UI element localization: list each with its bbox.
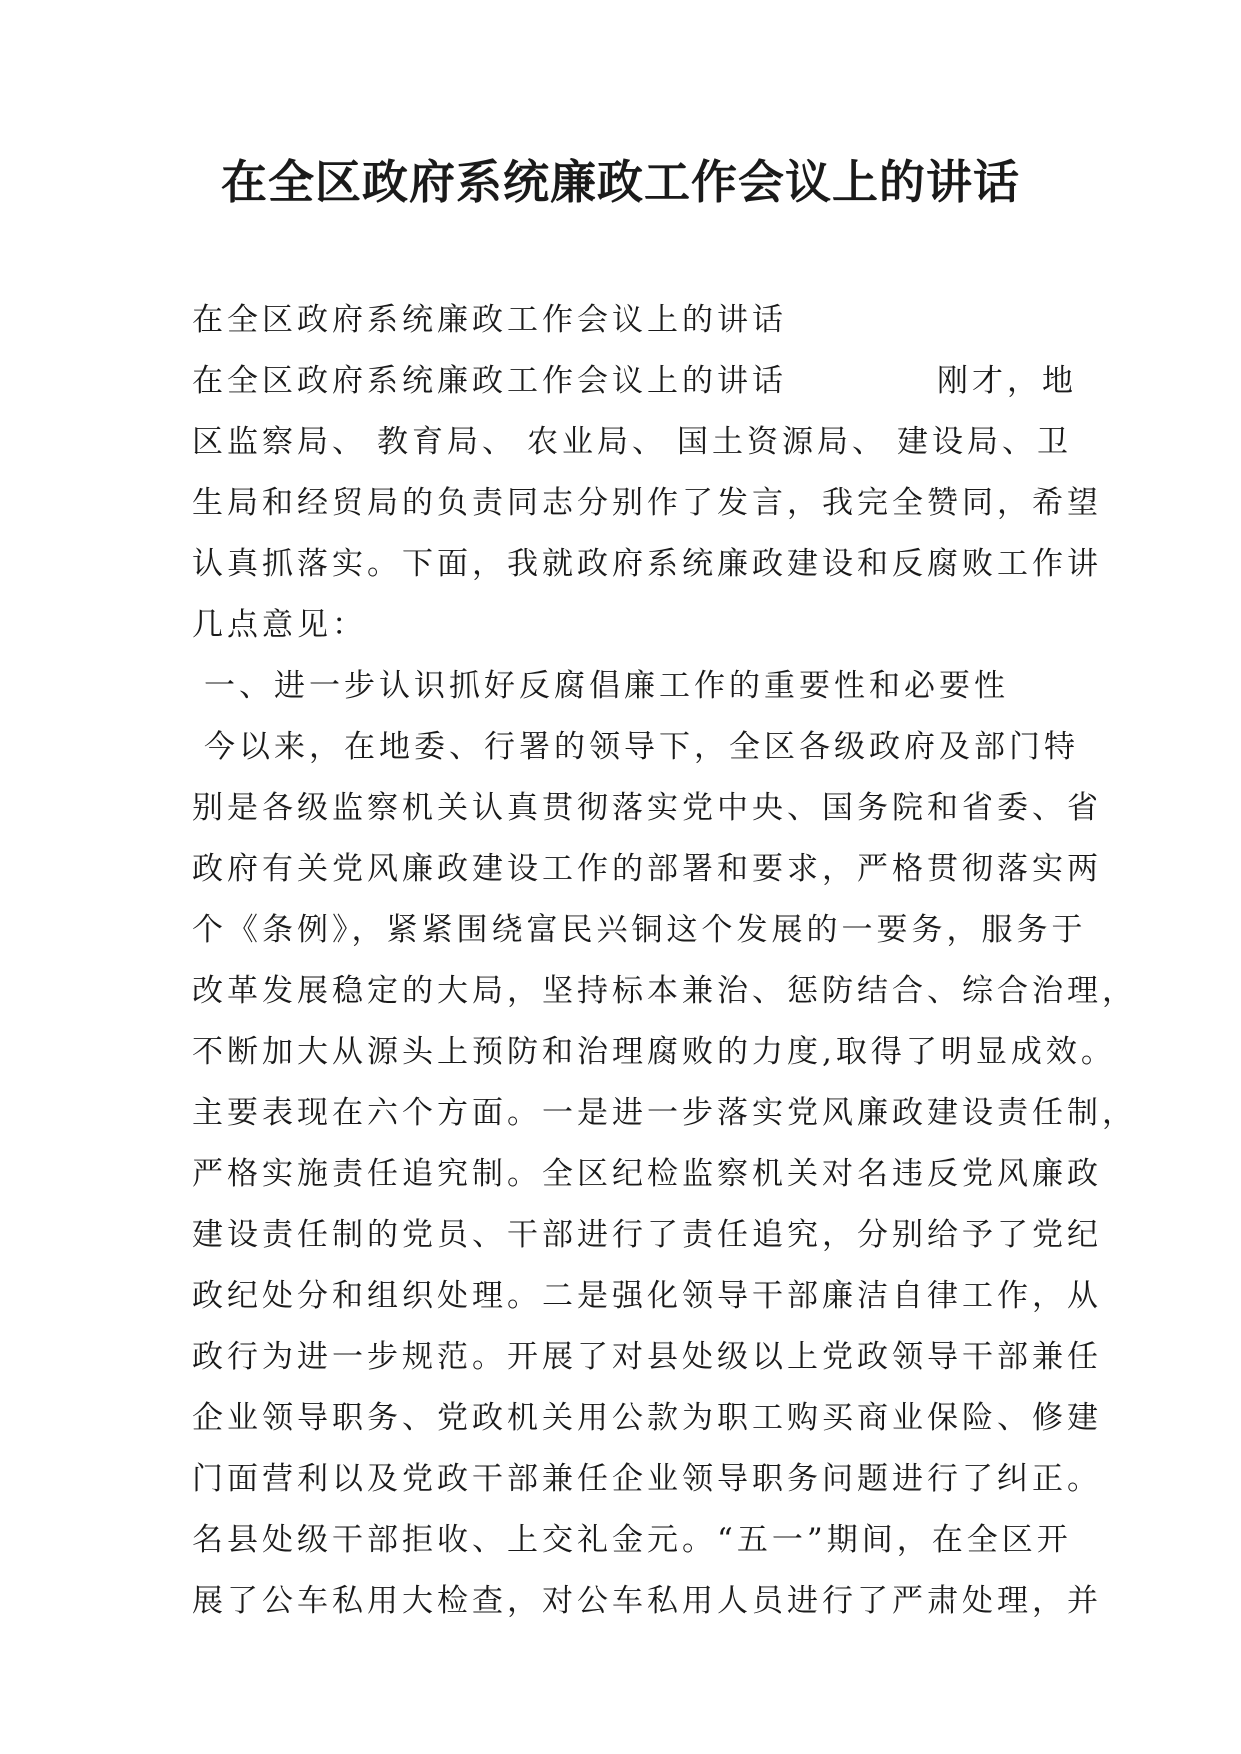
list-item: 国土资源局、 <box>677 424 887 460</box>
paragraph-2-line: 个《条例》，紧紧围绕富民兴铜这个发展的一要务，服务于 <box>192 912 1087 948</box>
list-item: 区监察局、 <box>192 424 367 460</box>
paragraph-2-line: 严格实施责任追究制。全区纪检监察机关对名违反党风廉政 <box>192 1156 1102 1192</box>
paragraph-2-line: 政纪处分和组织处理。二是强化领导干部廉洁自律工作，从 <box>192 1278 1102 1314</box>
paragraph-2-line: 名县处级干部拒收、上交礼金元。“五一”期间，在全区开 <box>192 1522 1072 1558</box>
paragraph-1-line: 生局和经贸局的负责同志分别作了发言，我完全赞同，希望 <box>192 485 1102 521</box>
list-item: 教育局、 <box>377 424 517 460</box>
document-body <box>192 290 1137 1632</box>
section-heading: 一、进一步认识抓好反腐倡廉工作的重要性和必要性 <box>204 668 1009 704</box>
paragraph-2-line: 不断加大从源头上预防和治理腐败的力度,取得了明显成效。 <box>192 1034 1116 1070</box>
opening-line-left: 在全区政府系统廉政工作会议上的讲话 <box>192 363 787 399</box>
paragraph-2-line: 别是各级监察机关认真贯彻落实党中央、国务院和省委、省 <box>192 790 1102 826</box>
paragraph-1-line: 几点意见： <box>192 607 367 643</box>
paragraph-2-line: 建设责任制的党员、干部进行了责任追究，分别给予了党纪 <box>192 1217 1102 1253</box>
list-item: 建设局、卫 <box>897 424 1072 460</box>
paragraph-2-line: 企业领导职务、党政机关用公款为职工购买商业保险、修建 <box>192 1400 1102 1436</box>
paragraph-2-line: 政府有关党风廉政建设工作的部署和要求，严格贯彻落实两 <box>192 851 1102 887</box>
paragraph-2-line: 政行为进一步规范。开展了对县处级以上党政领导干部兼任 <box>192 1339 1102 1375</box>
paragraph-2-line: 展了公车私用大检查，对公车私用人员进行了严肃处理，并 <box>192 1583 1102 1619</box>
paragraph-2-line: 改革发展稳定的大局，坚持标本兼治、惩防结合、综合治理， <box>192 973 1137 1009</box>
list-item: 农业局、 <box>527 424 667 460</box>
paragraph-2-line: 今以来，在地委、行署的领导下，全区各级政府及部门特 <box>204 729 1079 765</box>
paragraph-1-line: 认真抓落实。下面，我就政府系统廉政建设和反腐败工作讲 <box>192 546 1102 582</box>
document-subtitle: 在全区政府系统廉政工作会议上的讲话 <box>192 302 787 338</box>
paragraph-2-line: 主要表现在六个方面。一是进一步落实党风廉政建设责任制， <box>192 1095 1137 1131</box>
opening-line <box>192 351 1077 412</box>
document-title: 在全区政府系统廉政工作会议上的讲话 <box>221 155 1020 209</box>
opening-line-right: 刚才，地 <box>937 363 1077 399</box>
paragraph-1-line-1 <box>192 412 1072 473</box>
paragraph-2-line: 门面营利以及党政干部兼任企业领导职务问题进行了纠正。 <box>192 1461 1102 1497</box>
